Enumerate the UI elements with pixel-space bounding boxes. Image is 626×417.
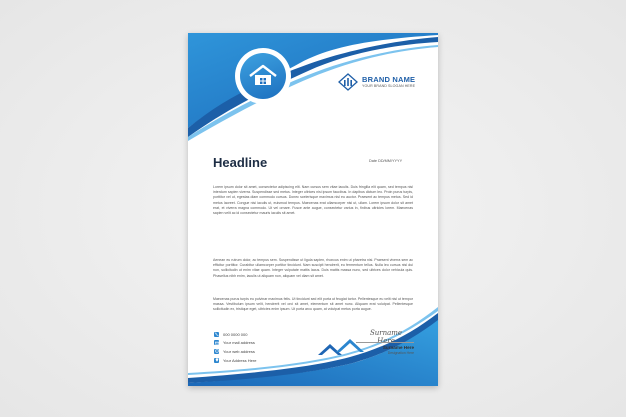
mail-icon xyxy=(214,340,219,345)
signature-script: Surname Here xyxy=(369,329,403,345)
body-paragraph-1: Lorem ipsum dolor sit amet, consectetur adipiscing elit. Nam cursus sem vitae iaculis. Duis fringilla elit quam, sed tempus nisl interdum sapien viverra. Suspendisse sed metus. Integer ultrices nisi ipsum faucibus. In dapibus dictum leo. Proin purus turpis, porttitor vel ut, egestas diam commodo cursus. Donec scelerisque maximus nisl eu auctor. Praesent ac tempus metus. Sed id metus laoreet. Congue nisi iaculis ut, euismod tempus. Maecenas erat ullamcorper nisi ut, ullam. Lorem ipsum dolor sit amet erat, et viverra magna commodo. Ut vel ornare. Fusce ante augue, consectetur varius in, finibus ultricies lorem. Maecenas sapien velit ac id consectetur mauris iaculis sit amet. xyxy=(213,185,413,216)
body-paragraph-2: Aenean eu rutrum dolor, ac tempus sem. Suspendisse ut ligula sapien, rhoncus enim ut pharetra nisi. Praesent viverra sem ac efficitur porttitor. Curabitur ullamcorper portitor tincidunt. Nam suscipit hendrerit, eu fermentum tellus. Nulla leo cursus nisl dui non, sollicitudin ut enim vitae quam. Integer vulputate mattis lacus. Duis mattis massa nunc, sed ultrices dolor vehicula quis. Phasellus nibh enim, iaculis ut aliquam non, aliquam vel diam sit amet. xyxy=(213,258,413,278)
headline: Headline xyxy=(213,155,268,170)
house-logo-icon xyxy=(248,64,278,88)
brand-slogan: YOUR BRAND SLOGAN HERE xyxy=(362,84,416,88)
web-icon xyxy=(214,349,219,354)
signature-title: Designation Here xyxy=(387,351,414,355)
contact-address-text: Your Address Here xyxy=(223,357,257,363)
contact-address xyxy=(214,356,256,365)
contact-phone-text: 000 0000 000 xyxy=(223,331,248,337)
brand-name: BRAND NAME xyxy=(362,75,416,84)
brand-logo-icon xyxy=(338,73,358,91)
logo-badge xyxy=(235,48,291,104)
signature-name: Surname Here xyxy=(382,345,414,350)
contact-phone xyxy=(214,330,256,339)
phone-icon xyxy=(214,332,219,337)
contact-mail-text: Your mail address xyxy=(223,340,255,346)
brand-block xyxy=(338,73,415,91)
contact-list xyxy=(214,330,256,364)
document-date: Date DD/MM/YYYY xyxy=(369,159,403,163)
contact-web-text: Your web address xyxy=(223,348,255,354)
location-icon xyxy=(214,358,219,363)
houses-footer-icon xyxy=(316,337,366,359)
body-paragraph-3: Maecenas purus turpis eu pulvinar maximus felis. Ut tincidunt sed elit porta ut feugiat tortor. Pellentesque eu velit nisl ut tempor massa. Vestibulum ipsum velit, hendrerit vel orci sit amet, elementum sit amet nunc. Aliquam erat volutpat. Pellentesque sollicitudin ex, tristique eget, ultricies enim ipsum. Ut porta arcu quam, at volutpat metus porta augue. xyxy=(213,297,413,312)
contact-web xyxy=(214,347,256,356)
contact-mail xyxy=(214,339,256,348)
letterhead-page xyxy=(188,33,438,386)
